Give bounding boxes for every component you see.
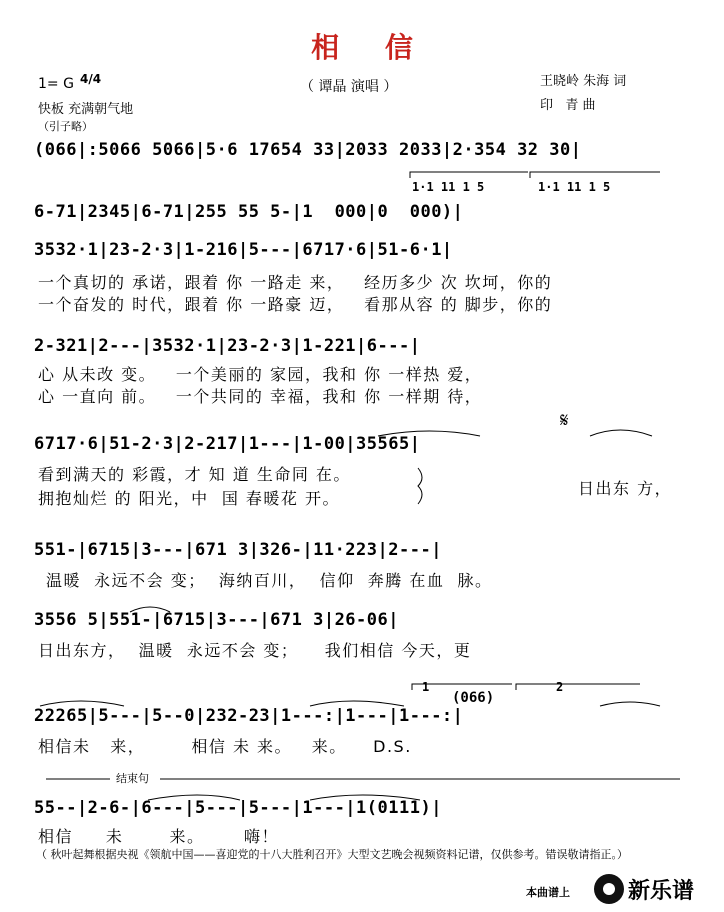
time-signature: 4/4	[80, 72, 102, 86]
singer-credit: （ 谭晶 演唱 ）	[300, 79, 398, 95]
tie-4	[40, 701, 124, 706]
lyric-line: 相信 未 来。 嗨！	[38, 827, 280, 846]
song-title: 相 信	[311, 31, 431, 64]
notation-row-1: (066|:5066 5066|5·6 17654 33|2033 2033|2·354 32 30|	[34, 140, 582, 160]
lyric-line: 温暖 永远不会 变； 海纳百川， 信仰 奔腾 在血 脉。	[46, 571, 493, 590]
notation-row-2: 6-71|2345|6-71|255 55 5-|1 000|0 000)|	[34, 202, 464, 222]
brand-prefix: 本曲谱上	[526, 886, 570, 899]
notation-row-4: 2-321|2---|3532·1|23-2·3|1-221|6---|	[34, 336, 421, 356]
volta-bracket-a	[410, 172, 528, 178]
tie-3	[130, 607, 170, 612]
notation-row-9: 55--|2-6-|6---|5---|5---|1---|1(0111)|	[34, 798, 442, 818]
ending-figure: (066)	[452, 690, 495, 706]
volta-bracket-1	[412, 684, 512, 690]
lyric-line: 拥抱灿烂 的 阳光，中 国 春暖花 开。	[38, 489, 341, 508]
key-signature: 1= G	[38, 76, 74, 92]
volta-1-label: 1	[422, 680, 430, 694]
notation-row-3: 3532·1|23-2·3|1-216|5---|6717·6|51-6·1|	[34, 240, 453, 260]
volta-bracket-b	[530, 172, 660, 178]
composer-credit: 印 青 曲	[540, 98, 596, 113]
brace	[418, 468, 422, 504]
volta-2-label: 2	[556, 680, 564, 694]
footer-note: （ 秋叶起舞根据央视《领航中国——喜迎党的十八大胜利召开》大型文艺晚会视频资料记谱，仅供参考。错误敬请指正。）	[36, 848, 628, 861]
tie-2	[378, 431, 480, 436]
volta-figure-1: 1·1 11 1 5	[412, 180, 485, 194]
tempo-marking: 快板 充满朝气地	[38, 102, 134, 117]
lyric-line: 一个真切的 承诺，跟着 你 一路走 来， 经历多少 次 坎坷，你的	[38, 273, 553, 292]
lyricist-credit: 王晓岭 朱海 词	[540, 74, 627, 89]
notation-row-6: 551-|6715|3---|671 3|326-|11·223|2---|	[34, 540, 442, 560]
lyric-line: 看到满天的 彩霞，才 知 道 生命同 在。	[38, 465, 351, 484]
volta-figure-2: 1·1 11 1 5	[538, 180, 611, 194]
segno-sign: 𝄋	[560, 408, 569, 432]
brand-name: 新乐谱	[628, 879, 695, 904]
notation-row-8: 22265|5---|5--0|232-23|1---:|1---|1---:|	[34, 706, 464, 726]
volta-bracket-2	[516, 684, 640, 690]
tie-5	[310, 701, 404, 706]
intro-note: （引子略）	[38, 120, 93, 133]
notation-row-5: 6717·6|51-2·3|2-217|1---|1-00|35565|	[34, 434, 421, 454]
lyric-line: 心 一直向 前。 一个共同的 幸福，我和 你 一样期 待，	[38, 387, 483, 406]
tie-8	[310, 795, 420, 800]
coda-label: 结束句	[116, 772, 149, 785]
lyric-line: 日出东方， 温暖 永远不会 变； 我们相信 今天，更	[38, 641, 472, 660]
tie-7	[148, 795, 240, 800]
lyric-line: 一个奋发的 时代，跟着 你 一路豪 迈， 看那从容 的 脚步，你的	[38, 295, 553, 314]
lyric-line: 日出东 方，	[578, 479, 673, 498]
tie-6	[600, 702, 660, 706]
lyric-line: 心 从未改 变。 一个美丽的 家园，我和 你 一样热 爱，	[38, 365, 483, 384]
tie-1	[590, 430, 652, 436]
notation-row-7: 3556 5|551-|6715|3---|671 3|26-06|	[34, 610, 399, 630]
lyric-line: 相信未 来， 相信 未 来。 来。 D.S.	[38, 737, 412, 756]
